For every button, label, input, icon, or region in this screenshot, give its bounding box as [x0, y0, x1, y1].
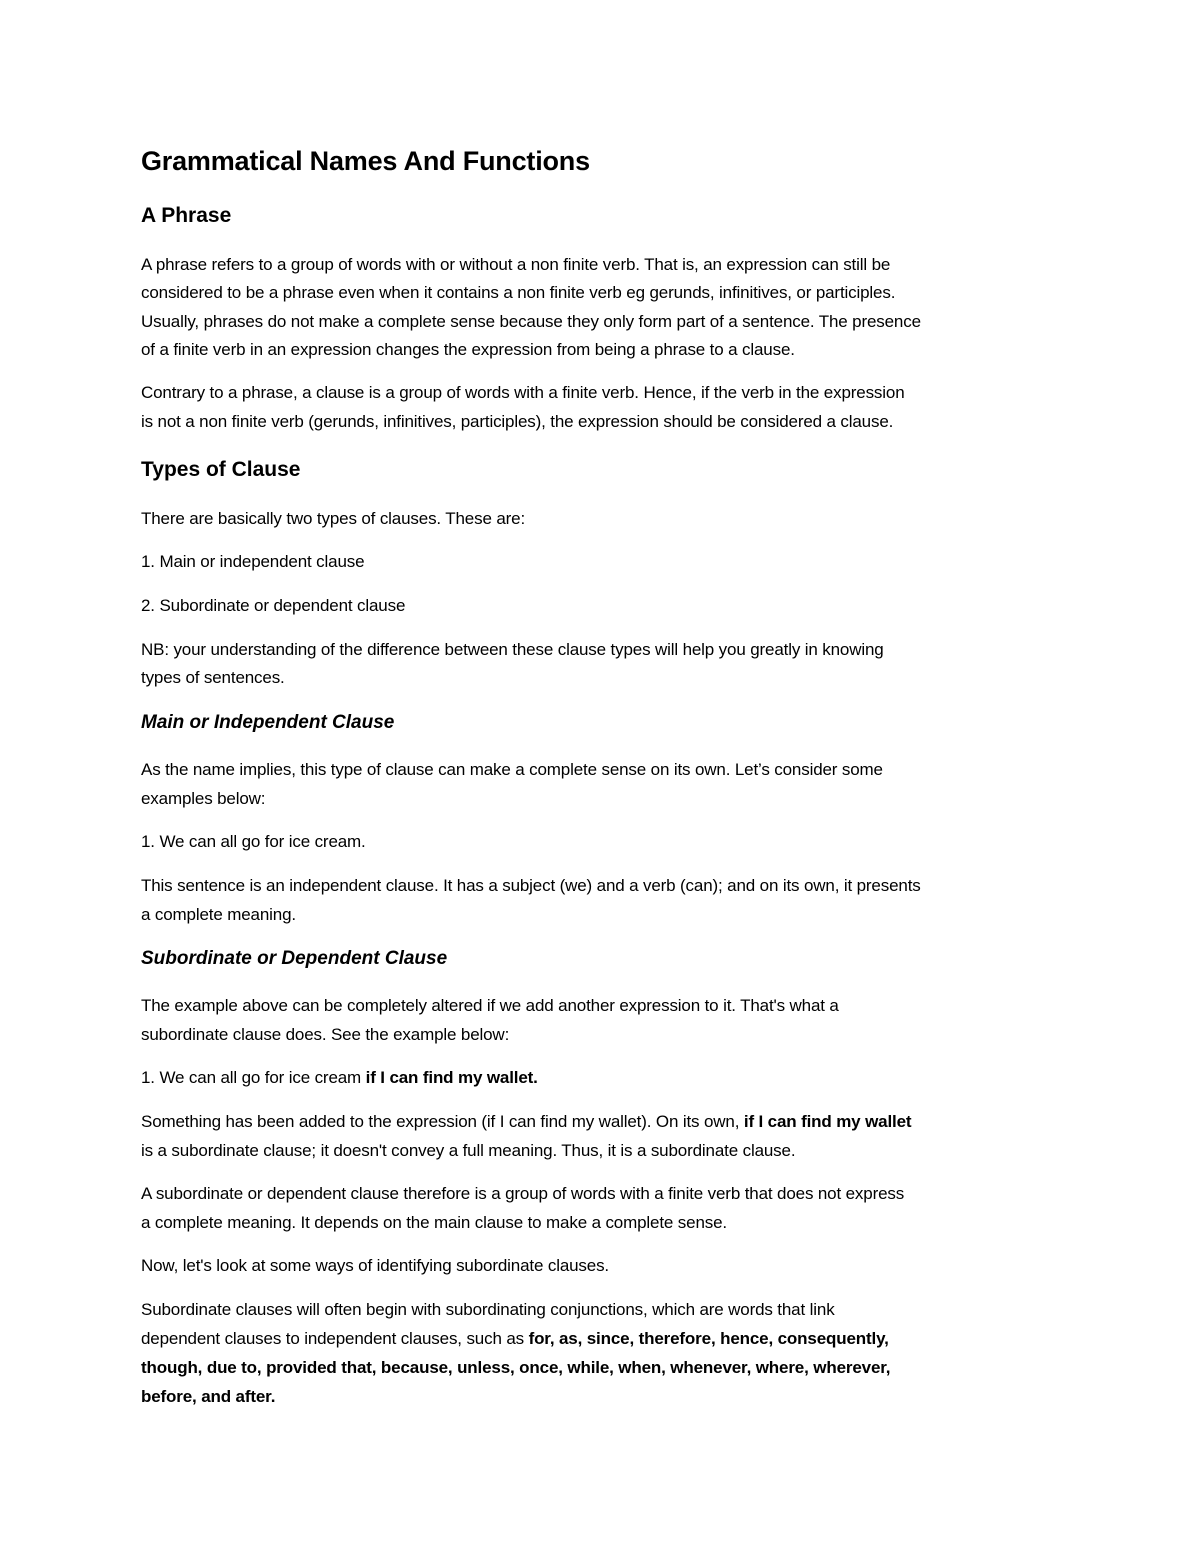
paragraph-line: This sentence is an independent clause. It has a subject (we) and a verb (can); and on its own, it presents — [141, 876, 921, 895]
paragraph-line: subordinate clause does. See the example below: — [141, 1025, 510, 1044]
example-text: 1. We can all go for ice cream — [141, 1068, 366, 1087]
paragraph-line — [141, 1327, 889, 1351]
paragraph-line: A phrase refers to a group of words with or without a non finite verb. That is, an expression can still be — [141, 255, 891, 274]
paragraph-text: Something has been added to the expression (if I can find my wallet). On its own, — [141, 1112, 744, 1131]
example-bold-text: if I can find my wallet. — [365, 1068, 538, 1087]
heading-a-phrase: A Phrase — [141, 204, 232, 227]
paragraph-text: dependent clauses to independent clauses, such as — [141, 1329, 529, 1348]
paragraph-line: Subordinate clauses will often begin with subordinating conjunctions, which are words that link — [141, 1300, 835, 1319]
paragraph-line: is a subordinate clause; it doesn't convey a full meaning. Thus, it is a subordinate clause. — [141, 1141, 796, 1160]
list-item: 1. Main or independent clause — [141, 552, 365, 571]
paragraph-line: Usually, phrases do not make a complete sense because they only form part of a sentence. The presence — [141, 312, 921, 331]
paragraph-line: a complete meaning. It depends on the main clause to make a complete sense. — [141, 1213, 727, 1232]
paragraph-line — [141, 1356, 890, 1380]
heading-main-clause: Main or Independent Clause — [141, 712, 395, 733]
paragraph-bold-text: before, and after. — [141, 1387, 276, 1406]
list-item: 2. Subordinate or dependent clause — [141, 596, 406, 615]
paragraph-line: types of sentences. — [141, 668, 285, 687]
paragraph-line: a complete meaning. — [141, 905, 296, 924]
paragraph-bold-text: if I can find my wallet — [743, 1112, 912, 1131]
paragraph-line: is not a non finite verb (gerunds, infinitives, participles), the expression should be considered a clause. — [141, 412, 894, 431]
paragraph-line — [141, 1385, 275, 1409]
paragraph-line: Now, let's look at some ways of identifying subordinate clauses. — [141, 1256, 610, 1275]
paragraph-line: A subordinate or dependent clause therefore is a group of words with a finite verb that does not express — [141, 1184, 905, 1203]
example-line — [141, 1066, 538, 1090]
paragraph-line: The example above can be completely altered if we add another expression to it. That's what a — [141, 996, 839, 1015]
document-title: Grammatical Names And Functions — [141, 146, 590, 176]
paragraph-line: NB: your understanding of the difference between these clause types will help you greatly in knowing — [141, 640, 884, 659]
paragraph-bold-text: for, as, since, therefore, hence, consequently, — [528, 1329, 889, 1348]
paragraph-line — [141, 1110, 911, 1134]
heading-subordinate-clause: Subordinate or Dependent Clause — [141, 948, 448, 969]
paragraph-line: As the name implies, this type of clause can make a complete sense on its own. Let’s consider some — [141, 760, 883, 779]
paragraph-line: considered to be a phrase even when it contains a non finite verb eg gerunds, infinitives, or participles. — [141, 283, 896, 302]
paragraph-bold-text: though, due to, provided that, because, unless, once, while, when, whenever, where, wherever, — [141, 1358, 891, 1377]
paragraph-line: examples below: — [141, 789, 266, 808]
example-line: 1. We can all go for ice cream. — [141, 832, 366, 851]
paragraph-line: of a finite verb in an expression changes the expression from being a phrase to a clause. — [141, 340, 795, 359]
paragraph-line: Contrary to a phrase, a clause is a group of words with a finite verb. Hence, if the verb in the expression — [141, 383, 905, 402]
heading-types-of-clause: Types of Clause — [141, 458, 301, 481]
paragraph-line: There are basically two types of clauses. These are: — [141, 509, 526, 528]
